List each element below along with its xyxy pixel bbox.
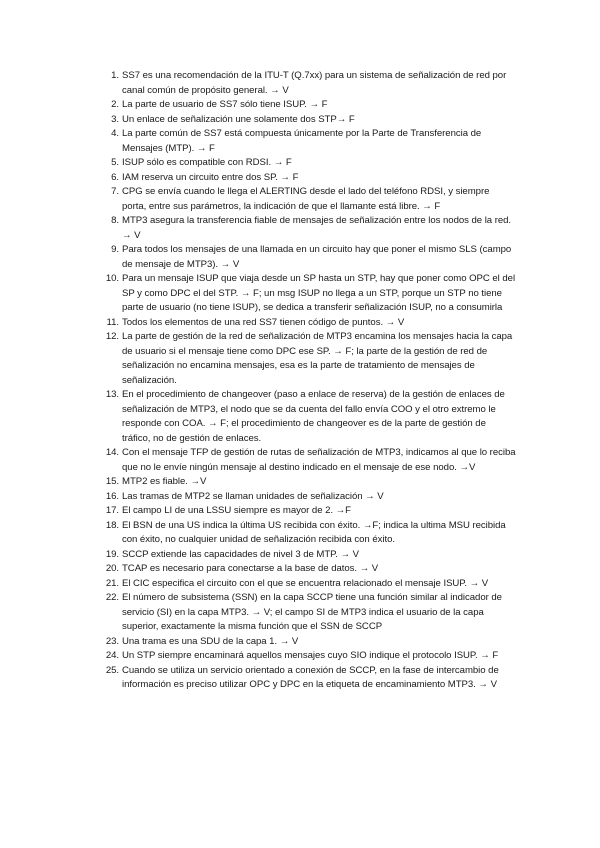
list-item (106, 316, 516, 331)
list-item-text: Un STP siempre encaminará aquellos mensajes cuyo SIO indique el protocolo ISUP. → F (122, 650, 499, 661)
list-item-number: 6. (111, 171, 119, 183)
list-item (111, 98, 516, 113)
list-item-number: 7. (111, 186, 119, 197)
list-item (111, 214, 516, 243)
list-item (105, 519, 516, 548)
list-item-number: 10. (105, 273, 119, 284)
list-item (105, 490, 516, 505)
list-item-text: La parte común de SS7 está compuesta únicamente por la Parte de Transferencia de Mensajes (MTP). → F (122, 128, 482, 154)
list-item-text: La parte de usuario de SS7 sólo tiene ISUP. → F (122, 99, 328, 110)
list-item-number: 24. (105, 650, 119, 661)
list-item-number: 9. (111, 244, 119, 255)
list-item-number: 5. (111, 157, 119, 168)
list-item-text: SCCP extiende las capacidades de nivel 3 de MTP. → V (122, 548, 360, 560)
list-item-text: SS7 es una recomendación de la ITU-T (Q.7xx) para un sistema de señalización de red por canal común de propósito general. → V (122, 70, 507, 96)
list-item-number: 2. (111, 99, 119, 110)
list-item-number: 4. (111, 128, 119, 139)
list-item (105, 577, 516, 592)
list-item (111, 127, 516, 156)
list-item-number: 16. (105, 490, 119, 502)
list-item-text: MTP3 asegura la transferencia fiable de mensajes de señalización entre los nodos de la red. → V (122, 215, 512, 241)
list-item (105, 475, 516, 490)
list-item-text: El número de subsistema (SSN) en la capa SCCP tiene una función similar al indicador de servicio (SI) en la capa MTP3. → V; el campo SI de MTP3 indica el usuario de la capa superior, exactamente la misma función que el SSN de SCCP (122, 592, 502, 632)
list-item (111, 171, 516, 186)
list-item-number: 12. (105, 331, 119, 342)
list-item (105, 330, 516, 388)
list-item-text: El BSN de una US indica la última US recibida con éxito. →F; indica la ultima MSU recibida con éxito, no cualquier unidad de señalización recibida con éxito. (122, 519, 506, 545)
list-item (105, 649, 516, 664)
list-item-number: 8. (111, 215, 119, 226)
list-item-text: Un enlace de señalización une solamente dos STP→ F (122, 113, 355, 125)
list-item-text: En el procedimiento de changeover (paso a enlace de reserva) de la gestión de enlaces de señalización de MTP3, el nodo que se da cuenta del fallo envía COO y el otro extremo le responde con COA. → F; el procedimiento de changeover es de la parte de gestión de tráfico, no de gestión de enlaces. (122, 389, 505, 444)
list-item-text: Para todos los mensajes de una llamada en un circuito hay que poner el mismo SLS (campo de mensaje de MTP3). → V (122, 244, 512, 270)
list-item (111, 156, 516, 171)
list-item-number: 14. (105, 447, 119, 458)
list-item (105, 446, 516, 475)
list-item (111, 243, 516, 272)
list-item (105, 548, 516, 563)
list-item-number: 23. (105, 635, 119, 647)
list-item-text: Todos los elementos de una red SS7 tienen código de puntos. → V (122, 316, 405, 328)
list-item (105, 635, 516, 650)
list-item-text: ISUP sólo es compatible con RDSI. → F (122, 157, 292, 168)
list-item-number: 15. (105, 476, 119, 487)
list-item-text: MTP2 es fiable. →V (122, 476, 207, 487)
list-item-number: 11. (106, 316, 119, 328)
list-item (111, 69, 516, 98)
list-item-text: TCAP es necesario para conectarse a la base de datos. → V (122, 563, 379, 574)
list-item-number: 17. (105, 505, 119, 516)
list-item-number: 25. (105, 664, 119, 676)
list-item (111, 113, 516, 128)
list-item (105, 562, 516, 577)
list-item-text: IAM reserva un circuito entre dos SP. → F (122, 171, 299, 183)
list-item (105, 388, 516, 446)
list-item (105, 591, 516, 635)
list-item-text: Las tramas de MTP2 se llaman unidades de señalización → V (122, 490, 384, 502)
list-item-number: 19. (105, 548, 119, 560)
list-item-number: 21. (105, 577, 119, 589)
list-item (105, 272, 516, 316)
numbered-question-list (0, 69, 600, 693)
list-item-number: 20. (105, 563, 119, 574)
list-item-text: El CIC especifica el circuito con el que se encuentra relacionado el mensaje ISUP. → V (122, 577, 489, 589)
list-item-text: El campo LI de una LSSU siempre es mayor de 2. →F (122, 505, 351, 516)
list-item-number: 22. (105, 592, 119, 603)
list-item (105, 504, 516, 519)
list-item-text: La parte de gestión de la red de señalización de MTP3 encamina los mensajes hacia la capa de usuario si el mensaje tiene como DPC ese SP. → F; la parte de la gestión de red de señalización no encamina mensajes, esa es la parte de tratamiento de mensajes de señalización. (122, 331, 513, 386)
list-item (105, 664, 516, 693)
list-item (111, 185, 516, 214)
list-item-text: Una trama es una SDU de la capa 1. → V (122, 635, 299, 647)
list-item-number: 13. (105, 389, 119, 400)
list-item-text: Cuando se utiliza un servicio orientado a conexión de SCCP, en la fase de intercambio de información es preciso utilizar OPC y DPC en la etiqueta de encaminamiento MTP3. → V (122, 664, 499, 690)
list-item-number: 3. (111, 113, 119, 125)
list-item-text: Con el mensaje TFP de gestión de rutas de señalización de MTP3, indicamos al que lo reciba que no le envíe ningún mensaje al destino indicado en el mensaje de ese nodo. →V (122, 447, 516, 473)
list-item-number: 1. (111, 70, 119, 81)
list-item-text: CPG se envía cuando le llega el ALERTING desde el lado del teléfono RDSI, y siempre porta, entre sus parámetros, la indicación de que el llamante está libre. → F (122, 186, 490, 212)
list-item-text: Para un mensaje ISUP que viaja desde un SP hasta un STP, hay que poner como OPC el del SP y como DPC el del STP. → F; un msg ISUP no llega a un STP, porque un STP no tiene parte de usuario (no tiene ISUP), se dedica a transferir señalización ISUP, no a consumirla (122, 273, 516, 313)
list-item-number: 18. (105, 519, 119, 531)
